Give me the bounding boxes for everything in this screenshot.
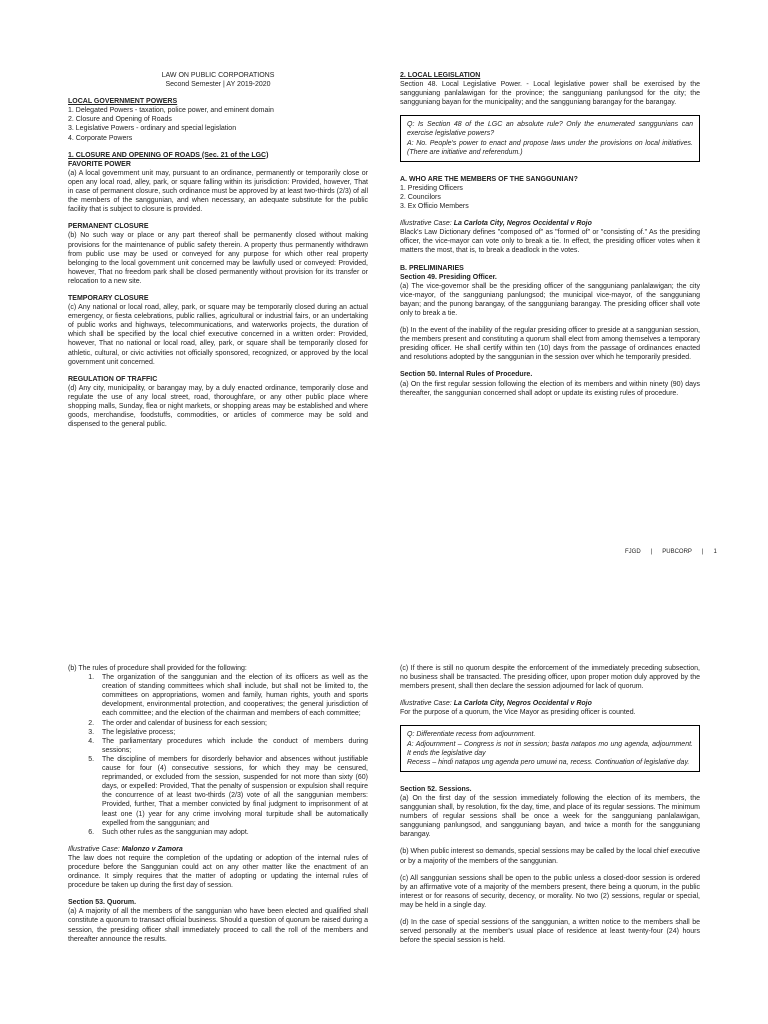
footer-separator: | — [650, 549, 653, 555]
section-48-paragraph: Section 48. Local Legislative Power. - Local legislative power shall be exercised by the sangguniang panlalawigan for the province; the sangguniang panlungsod for the city; the sangguniang bayan for the municipality; and the sangguniang barangay for the barangay. — [400, 81, 700, 107]
case-3-paragraph: For the purpose of a quorum, the Vice Mayor as presiding officer is counted. — [400, 709, 636, 717]
closure-heading: 1. CLOSURE AND OPENING OF ROADS (Sec. 21 of the LGC) — [68, 151, 269, 159]
local-legislation-heading: 2. LOCAL LEGISLATION — [400, 72, 481, 79]
lgp-item: 4. Corporate Powers — [68, 134, 133, 142]
section-52-heading: Section 52. Sessions. — [400, 785, 472, 793]
lgp-heading: LOCAL GOVERNMENT POWERS — [68, 98, 178, 106]
temporary-closure-heading: TEMPORARY CLOSURE — [68, 294, 149, 302]
members-item: 2. Councilors — [400, 193, 441, 201]
case-title: La Carlota City, Negros Occidental v Rojo — [453, 700, 592, 708]
temporary-closure-paragraph: (c) Any national or local road, alley, park, or square may be temporarily closed during an actual emergency, or fiesta celebrations, public rallies, agricultural or industrial fairs, or an undertaking of public works and highways, telecommunications, and waterworks projects, the duration of which shall be specified by the local chief executive concerned in a written order: Provided, however, That no national or local road, alley, park, or square shall be temporarily closed for athletic, cultural, or civic activities not officially sponsored, recognized, or approved by the local government unit concerned. — [68, 304, 368, 366]
section-52d-paragraph: (d) In the case of special sessions of the sanggunian, a written notice to the members shall be served personally at the member's usual place of residence at least twenty-four (24) hours before the special session is held. — [400, 918, 700, 945]
section-49-heading: Section 49. Presiding Officer. — [400, 273, 497, 281]
lgp-item: 2. Closure and Opening of Roads — [68, 116, 172, 124]
members-item: 1. Presiding Officers — [400, 184, 463, 192]
section-52a-paragraph: (a) On the first day of the session immediately following the election of its members, the sanggunian shall, by resolution, fix the day, time, and place of its regular sessions. The minimum numbers of regular sessions shall be once a week for the sangguniang panlalawigan, sangguniang panlungsod, and sangguniang bayan, and twice a month for the sangguniang barangay. — [400, 794, 700, 839]
list-item: 5. The discipline of members for disorderly behavior and absences without justifiable cause for four (4) consecutive sessions, for which they may be censured, reprimanded, or excluded from the session, suspended for not more than sixty (60) days, or expelled: Provided, That the penalty of suspension or expulsion shall require the concurrence of at least two-thirds (2/3) vote of all the sanggunian members: Provided, further, That a member convicted by final judgment to imprisonment of at least one (1) year for any crime involving moral turpitude shall be automatically expelled from the sanggunian; and — [96, 755, 368, 828]
section-50a-paragraph: (a) On the first regular session following the election of its members and within ninety (90) days thereafter, the sanggunian concerned shall adopt or update its existing rules of procedure. — [400, 380, 700, 397]
case-title: La Carlota City, Negros Occidental v Rojo — [453, 220, 592, 228]
section-49a-paragraph: (a) The vice-governor shall be the presiding officer of the sangguniang panlalawigan; the city vice-mayor, of the sangguniang panlungsod; the municipal vice-mayor, of the sangguniang bayan; and the punong barangay, of the sangguniang barangay. The presiding officer shall vote only to break a tie. — [400, 282, 700, 317]
traffic-heading: REGULATION OF TRAFFIC — [68, 375, 158, 383]
page2-left-column — [68, 664, 368, 944]
permanent-closure-heading: PERMANENT CLOSURE — [68, 223, 149, 231]
preliminaries-heading: B. PRELIMINARIES — [400, 264, 464, 272]
qa-line: Q: Differentiate recess from adjournment. — [407, 731, 536, 739]
page2-right-column — [400, 664, 700, 945]
section-53c-paragraph: (c) If there is still no quorum despite the enforcement of the immediately preceding subsection, no business shall be transacted. The presiding officer, upon proper motion duly approved by the members present, shall then declare the session adjourned for lack of quorum. — [400, 665, 700, 691]
list-item: 4. The parliamentary procedures which include the conduct of members during sessions; — [96, 737, 368, 755]
list-item: 1. The organization of the sanggunian and the election of its officers as well as the creation of standing committees which shall include, but shall not be limited to, the committees on appropriations, women and family, human rights, youth and sports development, environmental protection, and cooperatives; the general jurisdiction of each committee; and the election of the chairman and members of each committee; — [96, 673, 368, 718]
footer-page-number: 1 — [713, 549, 717, 555]
footer-initials: FJGD — [625, 549, 641, 555]
doc-subtitle: Second Semester | AY 2019-2020 — [165, 81, 271, 89]
permanent-closure-paragraph: (b) No such way or place or any part thereof shall be permanently closed without making provisions for the maintenance of public safety therein. A property thus permanently withdrawn from public use may be used or conveyed for any purpose for which other real property belonging to the local government unit concerned may be lawfully used or conveyed: Provided, however, That no freedom park shall be closed permanently without provision for its transfer or relocation to a new site. — [68, 232, 368, 285]
qa-line: Recess – hindi natapos ung agenda pero umuwi na, recess. Continuation of legislative day. — [407, 758, 690, 766]
footer-separator: | — [701, 549, 704, 555]
page1-left-column — [68, 71, 368, 429]
qa-line: A: Adjournment – Congress is not in session; basta natapos mo ung agenda, adjournment. It ends the legislative day — [407, 740, 693, 757]
page-footer — [620, 549, 722, 557]
case-1-line — [400, 219, 700, 228]
case-2-paragraph: The law does not require the completion of the updating or adoption of the internal rules of procedure before the Sanggunian could act on any other matter like the enactment of an ordinance. It simply requires that the matter of adopting or updating the internal rules of procedure be taken up during the first day of session. — [68, 854, 368, 890]
case-label: Illustrative Case: — [68, 845, 122, 853]
members-heading: A. WHO ARE THE MEMBERS OF THE SANGGUNIAN? — [400, 175, 578, 183]
members-item: 3. Ex Officio Members — [400, 203, 469, 211]
traffic-paragraph: (d) Any city, municipality, or barangay may, by a duly enacted ordinance, temporarily close and regulate the use of any local street, road, thoroughfare, or any other public place where shopping malls, Sunday, flea or night markets, or shopping areas may be established and where goods, merchandise, foodstuffs, commodities, or articles of commerce may be sold and dispensed to the general public. — [68, 384, 368, 429]
rules-intro: (b) The rules of procedure shall provided for the following: — [68, 665, 247, 672]
list-item: 6. Such other rules as the sanggunian may adopt. — [96, 828, 368, 837]
case-title: Malonzo v Zamora — [121, 845, 183, 853]
section-52c-paragraph: (c) All sanggunian sessions shall be open to the public unless a closed-door session is ordered by an affirmative vote of a majority of the members present, there being a quorum, in the public interest or for reasons of security, decency, or morality. No two (2) sessions, regular or special, may be held in a single day. — [400, 874, 700, 909]
rules-list — [96, 673, 368, 837]
footer-course: PUBCORP — [662, 549, 692, 555]
qa-question: Q: Is Section 48 of the LGC an absolute rule? Only the enumerated sanggunians can exercise legislative powers? — [407, 121, 693, 138]
case-3-line — [400, 699, 700, 708]
lgp-item: 3. Legislative Powers - ordinary and special legislation — [68, 125, 237, 133]
favorite-power-subheading: FAVORITE POWER — [68, 160, 131, 168]
case-1-paragraph: Black's Law Dictionary defines "composed of" as "formed of" or "consisting of." As the presiding officer, the vice-mayor can vote only to break a tie. In effect, the presiding officer votes when it matters the most, that is, to break a deadlock in the votes. — [400, 229, 700, 255]
section-50-heading: Section 50. Internal Rules of Procedure. — [400, 371, 533, 379]
document-page-2 — [0, 640, 768, 1024]
section-52b-paragraph: (b) When public interest so demands, special sessions may be called by the local chief executive or by a majority of the members of the sanggunian. — [400, 848, 700, 865]
lgp-item: 1. Delegated Powers - taxation, police power, and eminent domain — [68, 107, 274, 115]
case-label: Illustrative Case: — [400, 700, 454, 708]
case-2-line — [68, 845, 368, 854]
qa-box — [400, 115, 700, 161]
list-item: 2. The order and calendar of business for each session; — [96, 719, 368, 728]
case-label: Illustrative Case: — [400, 220, 454, 228]
section-49b-paragraph: (b) In the event of the inability of the regular presiding officer to preside at a sanggunian session, the members present and constituting a quorum shall elect from among themselves a temporary presiding officer. He shall certify within ten (10) days from the passage of ordinances enacted and resolutions adopted by the sanggunian in the session over which he temporarily presided. — [400, 327, 700, 362]
closure-paragraph: (a) A local government unit may, pursuant to an ordinance, permanently or temporarily close or open any local road, alley, park, or square falling within its jurisdiction: Provided, however, That in case of permanent closure, such ordinance must be approved by at least two-thirds (2/3) of all the members of the sanggunian, and when necessary, an adequate substitute for the public facility that is subject to closure is provided. — [68, 169, 368, 214]
section-53-heading: Section 53. Quorum. — [68, 899, 137, 907]
doc-title: LAW ON PUBLIC CORPORATIONS — [161, 72, 275, 79]
list-item: 3. The legislative process; — [96, 728, 368, 737]
page1-right-column — [400, 71, 700, 398]
recess-qa-box — [400, 725, 700, 771]
qa-answer: A: No. People's power to enact and propose laws under the provisions on local initiatives. (There are initiative and referendum.) — [407, 139, 693, 156]
section-53a-paragraph: (a) A majority of all the members of the sanggunian who have been elected and qualified shall constitute a quorum to transact official business. Should a question of quorum be raised during a session, the presiding officer shall immediately proceed to call the roll of the members and thereafter announce the results. — [68, 908, 368, 943]
